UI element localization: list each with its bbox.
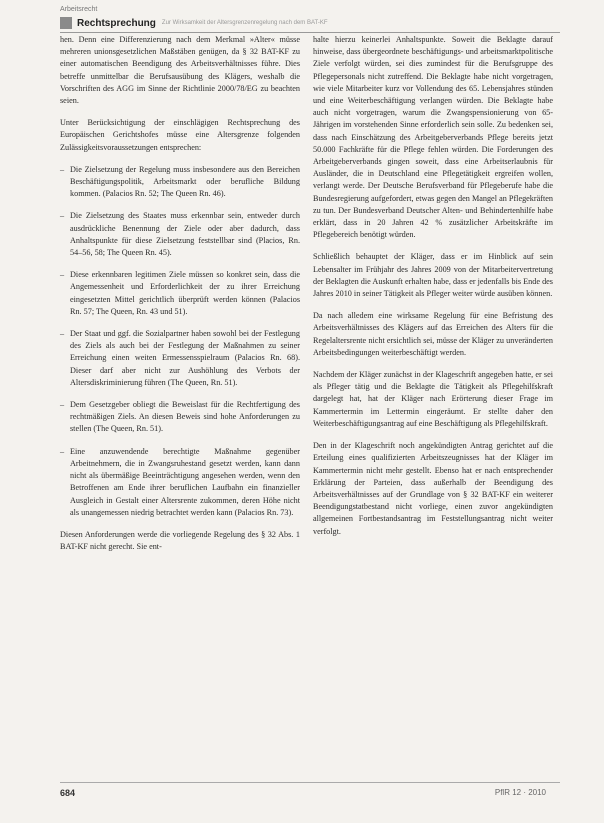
left-paragraph-2: Unter Berücksichtigung der einschlägigen Rechtsprechung des Europäischen Gerichtshofes müsse eine Altersgrenze folgenden Zulässigkeitsvoraussetzungen entsprechen: (60, 118, 300, 152)
header-divider (60, 32, 560, 33)
page-number: 684 (60, 788, 76, 798)
list-item: – Diese erkennbaren legitimen Ziele müssen so konkret sein, dass die Angemessenheit und Erforderlichkeit der zu ihrer Erreichung eingesetzten Mittel gerichtlich überprüft werden können (Palacios Rn. 57; The Queen, Rn. 43 und 51). (60, 269, 300, 318)
requirements-list (60, 164, 300, 519)
right-column (313, 34, 553, 548)
right-paragraph-2: Schließlich behauptet der Kläger, dass er im Hinblick auf sein Lebensalter im Frühjahr des Jahres 2009 von der Mitarbeitervertretung der Beklagten die Auskunft erhalten habe, dass er jedenfalls bis Ende des Jahres 2010 in seiner Tätigkeit als Pfleger weiter würde ausüben können. (313, 252, 553, 299)
right-paragraph-1: halte hierzu keinerlei Anhaltspunkte. Soweit die Beklagte darauf hinweise, dass übergeordnete beschäftigungs- und arbeitsmarktpolitische Ziele verfolgt würden, sei dies zumindest für die Berufsgruppe des Pflegepersonals nicht zutreffend. Die Beklagte habe nicht vorgetragen, wie viele Mitarbeiter kurz vor Vollendung des 65. Lebensjahres stünden und eine Weiterbeschäftigung verlangen würden. Die Beklagte habe auch nicht vorgetragen, warum die Zwangspensionierung von 65-Jährigen im vorstehenden Sinne erforderlich sein solle. Zu bedenken sei, dass nach Einschätzung des Arbeitgeberverbands Pflege bereits jetzt 50.000 Fachkräfte für die Pflege fehlen würden. Die Forderungen des Arbeitgeberverbands gingen soweit, dass eine Arbeitserlaubnis für Ausländer, die in Deutschland eine Pflegetätigkeit ergreifen wollen, verlangt werde. Der Deutsche Berufsverband für Pflegeberufe habe die Bundesregierung aufgefordert, etwas gegen den Mangel an Pflegekräften zu tun. Der Bundesverband Deutscher Alten- und Behindertenhilfe habe erklärt, dass in 20 Jahren 42 % zusätzlicher Arbeitskräfte im Pflegebereich benötigt würden. (313, 35, 553, 240)
list-item: – Die Zielsetzung der Regelung muss insbesondere aus den Bereichen Beschäftigungspolitik, Arbeitsmarkt oder berufliche Bildung kommen. (Palacios Rn. 52; The Queen Rn. 46). (60, 164, 300, 201)
footer-divider (60, 782, 560, 783)
right-paragraph-4: Nachdem der Kläger zunächst in der Klageschrift angegeben hatte, er sei als Pfleger tätig und die Beklagte die Tätigkeit als Pflegehilfskraft dargelegt hat, hat der Kläger nach Erörterung dieser Frage im Kammertermin im Lettermin eingeräumt. Er stellte daher den Weiterbeschäftigungsantrag auf eine Beschäftigung als Pflegehilfskraft. (313, 370, 553, 428)
list-item: – Eine anzuwendende berechtigte Maßnahme gegenüber Arbeitnehmern, die in Zwangsruhestand gesetzt werden, kann dann nicht als übermäßige Beeinträchtigung angesehen werden, wenn den Betroffenen am Ende ihrer beruflichen Laufbahn ein finanzieller Ausgleich in Gestalt einer Altersrente zukommen, deren Höhe nicht als unangemessen niedrig betrachtet werden kann (Palacios Rn. 73). (60, 446, 300, 519)
running-header (60, 16, 560, 30)
list-item: – Dem Gesetzgeber obliegt die Beweislast für die Rechtfertigung des rechtmäßigen Ziels. An diesen Beweis sind hohe Anforderungen zu stellen (The Queen, Rn. 51). (60, 399, 300, 436)
header-marker (60, 17, 72, 29)
issue-label: PflR 12 · 2010 (494, 788, 546, 797)
header-subtitle: Zur Wirksamkeit der Altersgrenzenregelung nach dem BAT-KF (161, 20, 328, 26)
right-paragraph-5: Den in der Klageschrift noch angekündigten Antrag gerichtet auf die Erteilung eines qualifizierten Arbeitszeugnisses hat der Kläger im Kammertermin nicht mehr gestellt. Ebenso hat er nach entsprechender Erklärung der Parteien, dass außerhalb der Beendigung des Arbeitsverhältnisses auf der Grundlage von § 32 BAT-KF ein weiterer Beendigungstatbestand nicht vorliege, einen zuvor angekündigten allgemeinen Fortbestandsantrag im Feststellungsantrag nicht weiter verfolgt. (313, 441, 553, 536)
left-paragraph-3: Diesen Anforderungen werde die vorliegende Regelung des § 32 Abs. 1 BAT-KF nicht gerecht. Sie ent- (60, 529, 300, 552)
right-paragraph-3: Da nach alledem eine wirksame Regelung für eine Befristung des Arbeitsverhältnisses des Klägers auf das Erreichen des Alters für die Regelaltersrente nicht ersichtlich sei, müsse der Kläger zu unveränderten Arbeitsbedingungen weiterbeschäftigt werden. (313, 311, 553, 357)
left-paragraph-1: hen. Denn eine Differenzierung nach dem Merkmal »Alter« müsse mehreren unionsgesetzlichen Maßstäben genügen, da § 32 BAT-KF zu einer automatischen Beendigung des Arbeitsverhältnisses führe. Dies betreffe unmittelbar die Berufsausübung des Klägers, weshalb die Vorschriften des AGG im Sinne der Richtlinie 2000/78/EG zu beachten seien. (60, 35, 300, 106)
list-item: – Die Zielsetzung des Staates muss erkennbar sein, entweder durch ausdrückliche Benennung der Ziele oder aber dadurch, dass Anhaltspunkte für diese Zielsetzung feststellbar sind (Placios, Rn. 54–56, 58; The Queen Rn. 45). (60, 210, 300, 259)
section-label: Arbeitsrecht (60, 6, 98, 13)
left-column (60, 34, 300, 563)
list-item: – Der Staat und ggf. die Sozialpartner haben sowohl bei der Festlegung des Ziels als auch bei der Festlegung der Maßnahmen zu seiner Erreichung einen weiten Ermessensspielraum (Palacios Rn. 68). Dieser darf aber nicht zur Aushöhlung des Verbots der Altersdiskriminierung führen (The Queen, Rn. 51). (60, 328, 300, 389)
header-title: Rechtsprechung (77, 17, 156, 29)
